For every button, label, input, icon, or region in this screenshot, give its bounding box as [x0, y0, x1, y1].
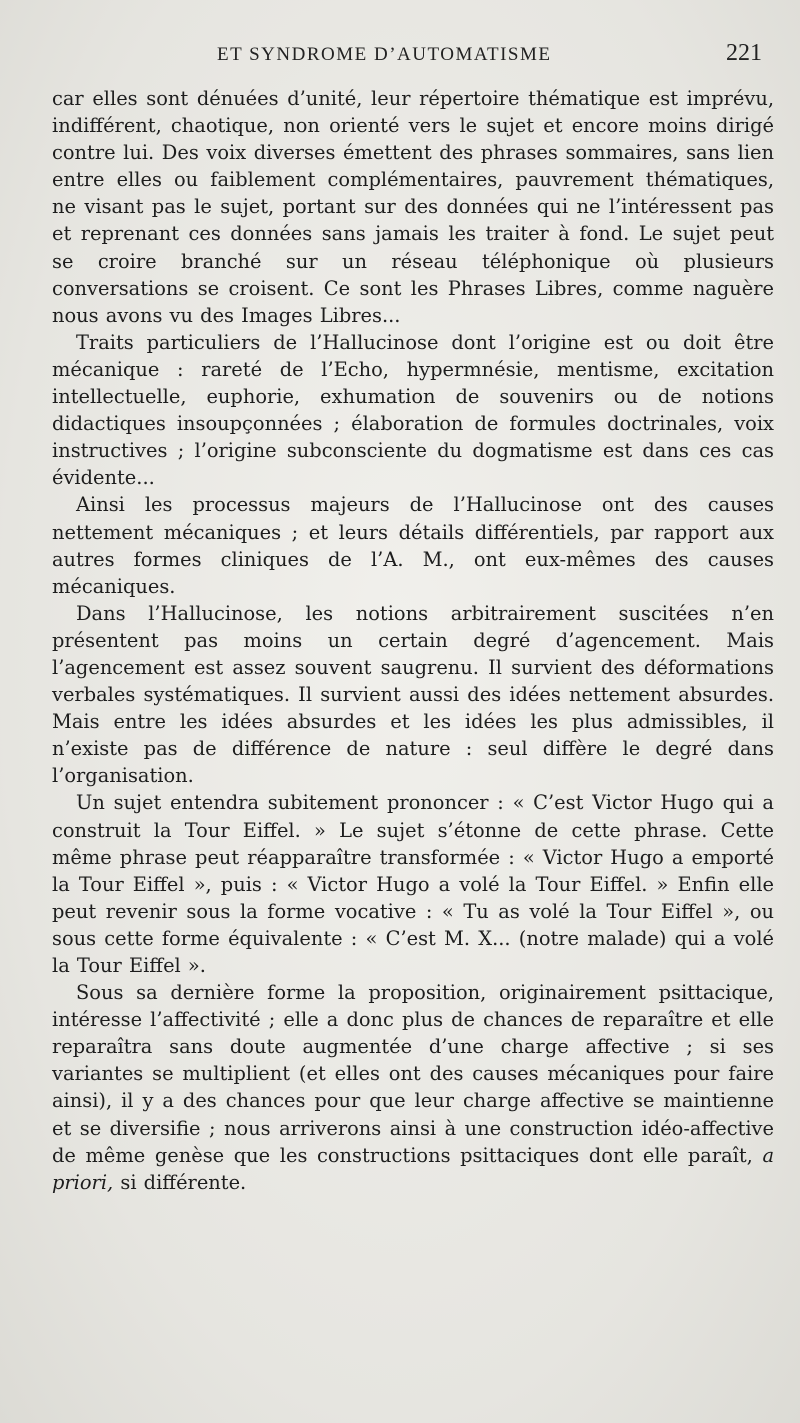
paragraph-2: Traits particuliers de l’Hallucinose dont l’origine est ou doit être mécanique : rareté de l’Echo, hypermnésie, mentisme, excitation intellectuelle, euphorie, exhumation de souvenirs ou de notions didactiques insoupçonnées ; élaboration de formules doctrinales, voix instructives ; l’origine subconsciente du dogmatisme est dans ces cas évidente...: [52, 330, 774, 490]
paragraph-5: Un sujet entendra subitement prononcer : « C’est Victor Hugo qui a construit la Tour Eiffel. » Le sujet s’étonne de cette phrase. Cette même phrase peut réapparaître transformée : « Victor Hugo a emporté la Tour Eiffel », puis : « Victor Hugo a volé la Tour Eiffel. » Enfin elle peut revenir sous la forme vocative : « Tu as volé la Tour Eiffel », ou sous cette forme équivalente : « C’est M. X... (notre malade) qui a volé la Tour Eiffel ».: [52, 791, 774, 977]
running-head: [52, 38, 772, 78]
running-title: ET SYNDROME D’AUTOMATISME: [217, 44, 552, 65]
paragraph-4: Dans l’Hallucinose, les notions arbitrairement suscitées n’en présentent pas moins un certain degré d’agencement. Mais l’agencement est assez souvent saugrenu. Il survient des déformations verbales systématiques. Il survient aussi des idées nettement absurdes. Mais entre les idées absurdes et les idées les plus admissibles, il n’existe pas de différence de nature : seul diffère le degré dans l’organisation.: [52, 601, 774, 788]
body-text: [52, 85, 774, 1196]
paragraph-6-italic: a priori,: [52, 1143, 775, 1194]
paragraph-6: [52, 979, 774, 1196]
paragraph-6-end: si différente.: [113, 1170, 247, 1194]
page-number: 221: [726, 40, 762, 66]
paragraph-6-text: Sous sa dernière forme la proposition, originairement psittacique, intéresse l’affectivité ; elle a donc plus de chances de reparaître et elle reparaîtra sans doute augmentée d’une charge affective ; si ses variantes se multiplient (et elles ont des causes mécaniques pour faire ainsi), il y a des chances pour que leur charge affective se maintienne et se diversifie ; nous arriverons ainsi à une construction idéo-affective de même genèse que les constructions psittaciques dont elle paraît,: [52, 981, 774, 1167]
paragraph-1: car elles sont dénuées d’unité, leur répertoire thématique est imprévu, indifférent, chaotique, non orienté vers le sujet et encore moins dirigé contre lui. Des voix diverses émettent des phrases sommaires, sans lien entre elles ou faiblement complémentaires, pauvrement thématiques, ne visant pas le sujet, portant sur des données qui ne l’intéressent pas et reprenant ces données sans jamais les traiter à fond. Le sujet peut se croire branché sur un réseau téléphonique où plusieurs conversations se croisent. Ce sont les Phrases Libres, comme naguère nous avons vu des Images Libres...: [52, 87, 774, 327]
paragraph-3: Ainsi les processus majeurs de l’Hallucinose ont des causes nettement mécaniques ; et leurs détails différentiels, par rapport aux autres formes cliniques de l’A. M., ont eux-mêmes des causes mécaniques.: [52, 493, 774, 598]
